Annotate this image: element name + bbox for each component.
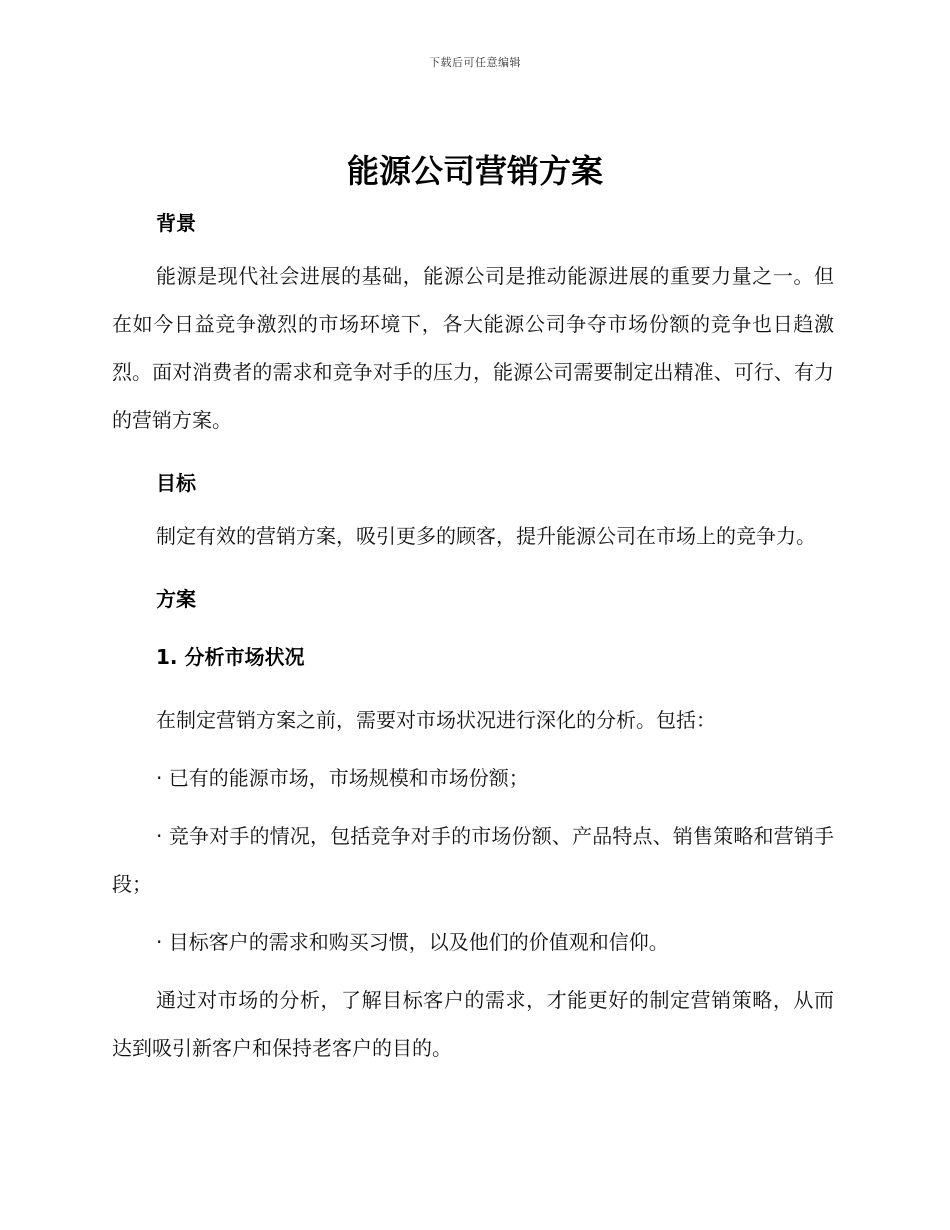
section-heading-goal: 目标 <box>156 471 196 495</box>
header-note: 下载后可任意编辑 <box>429 56 521 69</box>
background-paragraph: 能源是现代社会进展的基础，能源公司是推动能源进展的重要力量之一。但在如今日益竞争激烈的市场环境下，各大能源公司争夺市场份额的竞争也日趋激烈。面对消费者的需求和竞争对手的压力，能源公司需要制定出精准、可行、有力的营销方案。 <box>112 264 834 432</box>
list-item: · 已有的能源市场，市场规模和市场份额； <box>156 766 529 790</box>
section-heading-background: 背景 <box>156 211 196 235</box>
subsection-heading-market-analysis: 1. 分析市场状况 <box>156 645 305 669</box>
market-analysis-conclusion: 通过对市场的分析，了解目标客户的需求，才能更好的制定营销策略，从而达到吸引新客户和保持老客户的目的。 <box>112 988 834 1060</box>
market-analysis-intro: 在制定营销方案之前，需要对市场状况进行深化的分析。包括： <box>156 708 716 732</box>
document-title: 能源公司营销方案 <box>346 152 603 190</box>
list-item: · 目标客户的需求和购买习惯，以及他们的价值观和信仰。 <box>156 930 669 954</box>
list-item: · 竞争对手的情况，包括竞争对手的市场份额、产品特点、销售策略和营销手段； <box>112 824 834 896</box>
goal-paragraph: 制定有效的营销方案，吸引更多的顾客，提升能源公司在市场上的竞争力。 <box>156 524 816 548</box>
section-heading-plan: 方案 <box>156 587 196 611</box>
document-body <box>112 204 834 1072</box>
